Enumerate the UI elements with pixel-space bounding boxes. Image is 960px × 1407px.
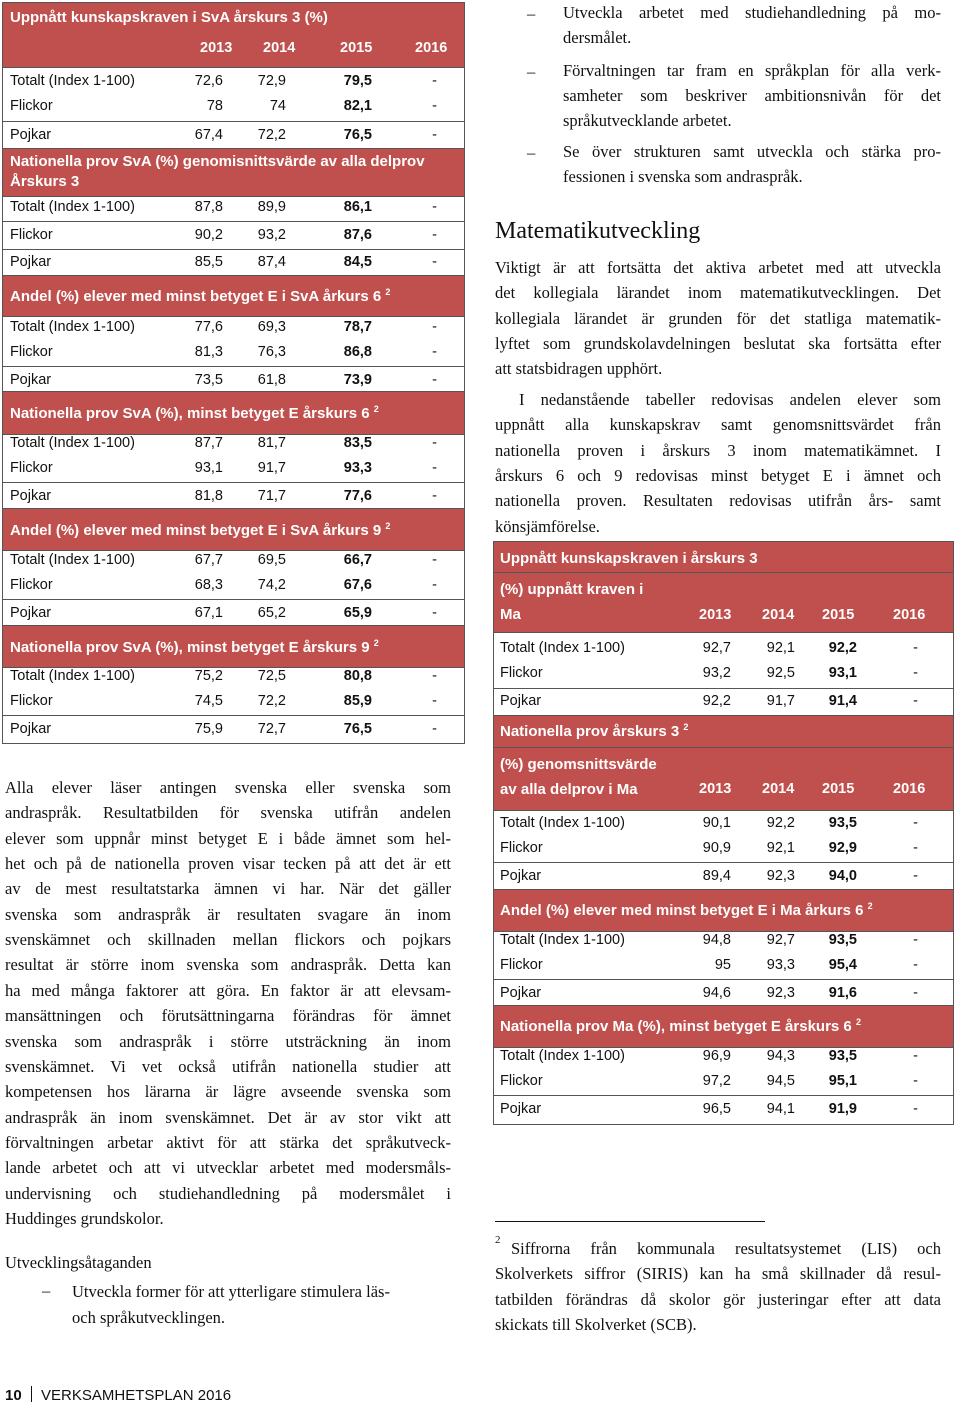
- year-label: 2014: [762, 781, 795, 797]
- cell-value: 81,7: [257, 435, 286, 451]
- paragraph-line: Viktigt är att fortsätta det aktiva arbetet med att utveckla: [495, 258, 941, 277]
- row-label: Pojkar: [500, 868, 542, 884]
- row-label: Pojkar: [10, 372, 52, 388]
- paragraph-line: kompetensen hos lärarna är lägre avseende svenska som: [5, 1082, 451, 1102]
- cell-value: 95,4: [828, 957, 857, 973]
- section-header-text: Nationella prov SvA (%) genomisnittsvärde av alla delprov: [10, 153, 425, 170]
- row-label: Totalt (Index 1-100): [10, 319, 135, 335]
- cell-value: -: [432, 577, 437, 593]
- cell-value: 74,5: [194, 693, 223, 709]
- row-separator: [3, 715, 464, 716]
- cell-value: 69,3: [257, 319, 286, 335]
- cell-value: 73,5: [194, 372, 223, 388]
- row-label: Pojkar: [500, 693, 542, 709]
- cell-value: 93,2: [702, 665, 731, 681]
- section-header-text: (%) genomsnittsvärde: [500, 756, 657, 773]
- cell-value: 85,5: [194, 254, 223, 270]
- section-header: [494, 715, 953, 811]
- cell-value: 91,4: [828, 693, 857, 709]
- matematik-heading: Matematikutveckling: [495, 218, 701, 244]
- year-label: 2015: [340, 40, 373, 56]
- cell-value: 65,2: [257, 605, 286, 621]
- row-label: Flickor: [10, 227, 53, 243]
- row-label: Totalt (Index 1-100): [500, 1048, 625, 1064]
- paragraph-line: det kollegiala lärandet inom matematikutvecklingen. Det: [495, 283, 941, 303]
- cell-value: 79,5: [343, 73, 372, 89]
- cell-value: -: [432, 98, 437, 114]
- bullet-line: dersmålet.: [563, 28, 632, 47]
- cell-value: 71,7: [257, 488, 286, 504]
- row-label: Flickor: [500, 665, 543, 681]
- paragraph-line: svenska som andraspråk är resultaten svagare än inom: [5, 904, 451, 924]
- footnote-marker: 2: [683, 722, 689, 732]
- footnote-marker: 2: [373, 637, 379, 648]
- paragraph-line: andraspråk än inom svenskämnet. Det är av stor vikt att: [5, 1107, 451, 1127]
- cell-value: 92,1: [766, 640, 795, 656]
- bullet-dash: –: [527, 62, 536, 81]
- ma-table-subtitle: (%) uppnått kraven i: [500, 581, 644, 598]
- ma-table-header: [494, 542, 953, 633]
- cell-value: 90,9: [702, 840, 731, 856]
- cell-value: 77,6: [343, 488, 372, 504]
- section-header-text: Nationella prov SvA (%), minst betyget E årskurs 6 $^2$: [10, 404, 379, 422]
- bullet-line: fessionen i svenska som andraspråk.: [563, 167, 803, 186]
- cell-value: 87,8: [194, 199, 223, 215]
- bullet-line: språkutvecklande arbetet.: [563, 111, 732, 130]
- paragraph-line: lande arbetet och att vi utvecklar arbetet med modersmåls-: [5, 1158, 451, 1178]
- header-divider: [494, 572, 953, 573]
- sva-results-table: [2, 2, 465, 744]
- cell-value: 75,2: [194, 668, 223, 684]
- section-header-text: Andel (%) elever med minst betyget E i SvA årkurs 9 $^2$: [10, 520, 391, 539]
- section-header-text: Nationella prov Ma (%), minst betyget E årskurs 6 $^2$: [500, 1017, 861, 1035]
- footnote-line: tatbilden förändras då skolor gör justeringar efter att data: [495, 1289, 941, 1309]
- paragraph-line: undervisning och studiehandledning på modersmålet i: [5, 1183, 451, 1203]
- ma-table-subtitle: Ma: [500, 606, 521, 623]
- row-label: Totalt (Index 1-100): [500, 640, 625, 656]
- row-separator: [3, 121, 464, 122]
- cell-value: -: [913, 985, 918, 1001]
- paragraph-line: nationella proven. Resultaten redovisas utifrån års- samt: [495, 491, 941, 511]
- cell-value: 90,2: [194, 227, 223, 243]
- row-separator: [3, 249, 464, 250]
- row-label: Totalt (Index 1-100): [500, 932, 625, 948]
- cell-value: 92,7: [766, 932, 795, 948]
- commitments-heading: Utvecklingsåtaganden: [5, 1253, 152, 1272]
- cell-value: 73,9: [343, 372, 372, 388]
- row-label: Totalt (Index 1-100): [10, 73, 135, 89]
- header-divider: [494, 747, 953, 748]
- cell-value: 94,6: [702, 985, 731, 1001]
- paragraph-line: resultat är större inom svenska som andraspråk. Detta kan: [5, 955, 451, 975]
- cell-value: -: [432, 254, 437, 270]
- cell-value: 83,5: [343, 435, 372, 451]
- paragraph-line: lyftet som grundskolavdelningen beslutat ska fortsätta efter: [495, 333, 941, 353]
- row-label: Pojkar: [10, 605, 52, 621]
- paragraph-line: nationella proven i årskurs 3 inom matematikämnet. I: [495, 440, 941, 460]
- cell-value: -: [432, 227, 437, 243]
- cell-value: 89,9: [257, 199, 286, 215]
- cell-value: 69,5: [257, 552, 286, 568]
- row-label: Totalt (Index 1-100): [10, 199, 135, 215]
- paragraph-line: I nedanstående tabeller redovisas andelen elever som: [519, 390, 941, 409]
- cell-value: 74,2: [257, 577, 286, 593]
- cell-value: -: [432, 372, 437, 388]
- row-label: Flickor: [10, 98, 53, 114]
- row-label: Flickor: [10, 577, 53, 593]
- cell-value: -: [432, 488, 437, 504]
- cell-value: 72,2: [257, 693, 286, 709]
- section-header: [3, 148, 464, 197]
- commitment-item-line: Utveckla former för att ytterligare stimulera läs-: [72, 1282, 390, 1301]
- cell-value: 92,5: [766, 665, 795, 681]
- footnote-marker: 2: [385, 287, 391, 297]
- row-label: Flickor: [500, 1073, 543, 1089]
- bullet-line: samheter som beskriver ambitionsnivån för det: [563, 86, 941, 105]
- cell-value: 96,9: [702, 1048, 731, 1064]
- cell-value: 93,3: [343, 460, 372, 476]
- row-label: Pojkar: [500, 985, 542, 1001]
- year-label: 2016: [893, 607, 926, 623]
- bullet-line: Se över strukturen samt utveckla och stärka pro-: [563, 142, 941, 161]
- row-separator: [494, 688, 953, 689]
- footnote-line: skickats till Skolverket (SCB).: [495, 1314, 697, 1334]
- footer-divider: [31, 1386, 32, 1402]
- cell-value: 90,1: [702, 815, 731, 831]
- cell-value: 74: [269, 98, 286, 114]
- cell-value: 87,6: [343, 227, 372, 243]
- year-label: 2014: [263, 40, 296, 56]
- row-separator: [3, 599, 464, 600]
- section-header: [494, 889, 953, 932]
- row-label: Flickor: [500, 840, 543, 856]
- paragraph-line: kollegiala lärandet är grunden för det statliga matematik-: [495, 308, 941, 328]
- footnote-marker: 2: [867, 901, 873, 911]
- sva-table-title: Uppnått kunskapskraven i SvA årskurs 3 (%): [10, 9, 328, 26]
- cell-value: 97,2: [702, 1073, 731, 1089]
- bullet-dash: –: [527, 143, 536, 162]
- cell-value: 81,3: [194, 344, 223, 360]
- ma-results-table: [493, 541, 954, 1125]
- cell-value: 93,1: [828, 665, 857, 681]
- row-separator: [494, 979, 953, 980]
- section-header: [3, 391, 464, 435]
- cell-value: 86,8: [343, 344, 372, 360]
- cell-value: 81,8: [194, 488, 223, 504]
- row-label: Flickor: [10, 344, 53, 360]
- cell-value: -: [913, 640, 918, 656]
- cell-value: 92,7: [702, 640, 731, 656]
- cell-value: 72,2: [257, 127, 286, 143]
- cell-value: -: [913, 1101, 918, 1117]
- cell-value: -: [432, 344, 437, 360]
- paragraph-line: av de mest resultatstarka ämnen vi har. När det gäller: [5, 879, 451, 899]
- cell-value: 68,3: [194, 577, 223, 593]
- cell-value: -: [432, 721, 437, 737]
- paragraph-line: könsjämförelse.: [495, 516, 600, 536]
- cell-value: -: [432, 693, 437, 709]
- cell-value: 72,6: [194, 73, 223, 89]
- paragraph-line: Alla elever läser antingen svenska eller svenska som: [5, 778, 451, 797]
- cell-value: 80,8: [343, 668, 372, 684]
- cell-value: 77,6: [194, 319, 223, 335]
- paragraph-line: svenskämnet. Vi vet också utifrån nationella studier att: [5, 1056, 451, 1076]
- cell-value: -: [432, 319, 437, 335]
- sva-table-header: [3, 3, 464, 68]
- cell-value: -: [913, 957, 918, 973]
- cell-value: 72,7: [257, 721, 286, 737]
- cell-value: 92,1: [766, 840, 795, 856]
- section-header-text: Andel (%) elever med minst betyget E i Ma årkurs 6 $^2$: [500, 901, 873, 919]
- cell-value: 86,1: [343, 199, 372, 215]
- cell-value: 92,2: [702, 693, 731, 709]
- cell-value: 91,7: [257, 460, 286, 476]
- cell-value: 72,5: [257, 668, 286, 684]
- cell-value: 91,9: [828, 1101, 857, 1117]
- row-separator: [494, 1095, 953, 1096]
- cell-value: -: [432, 605, 437, 621]
- footnote-marker: 2: [373, 404, 379, 414]
- row-separator: [494, 862, 953, 863]
- cell-value: 76,5: [343, 721, 372, 737]
- year-label: 2013: [699, 781, 732, 797]
- footnote-marker: 2: [495, 1234, 501, 1246]
- year-label: 2014: [762, 607, 795, 623]
- cell-value: 76,3: [257, 344, 286, 360]
- bullet-line: Förvaltningen tar fram en språkplan för alla verk-: [563, 61, 941, 80]
- cell-value: 94,1: [766, 1101, 795, 1117]
- commitment-item-line: och språkutvecklingen.: [72, 1308, 226, 1327]
- cell-value: 92,3: [766, 868, 795, 884]
- cell-value: -: [432, 435, 437, 451]
- cell-value: 93,2: [257, 227, 286, 243]
- cell-value: 66,7: [343, 552, 372, 568]
- row-label: Totalt (Index 1-100): [500, 815, 625, 831]
- row-separator: [3, 221, 464, 222]
- cell-value: -: [913, 815, 918, 831]
- cell-value: 91,7: [766, 693, 795, 709]
- cell-value: 67,6: [343, 577, 372, 593]
- paragraph-line: förvaltningen arbetar aktivt för att stärka det språkutveck-: [5, 1132, 451, 1152]
- row-label: Totalt (Index 1-100): [10, 552, 135, 568]
- cell-value: 87,4: [257, 254, 286, 270]
- cell-value: 93,5: [828, 932, 857, 948]
- cell-value: -: [913, 1073, 918, 1089]
- cell-value: 72,9: [257, 73, 286, 89]
- cell-value: 92,9: [828, 840, 857, 856]
- year-label: 2016: [415, 40, 448, 56]
- cell-value: 94,3: [766, 1048, 795, 1064]
- paragraph-line: ha med många faktorer att göra. En faktor är att elevsam-: [5, 980, 451, 1000]
- row-label: Pojkar: [10, 721, 52, 737]
- paragraph-line: årskurs 6 och 9 redovisas minst betyget E i ämnet och: [495, 465, 941, 485]
- cell-value: 84,5: [343, 254, 372, 270]
- cell-value: -: [432, 73, 437, 89]
- cell-value: 61,8: [257, 372, 286, 388]
- paragraph-line: svenskämnet och skillnaden mellan flickors och pojkars: [5, 930, 451, 950]
- row-separator: [3, 482, 464, 483]
- cell-value: -: [913, 868, 918, 884]
- section-header: [3, 508, 464, 551]
- section-header-text: Nationella prov SvA (%), minst betyget E årskurs 9 $^2$: [10, 637, 379, 656]
- cell-value: -: [913, 1048, 918, 1064]
- cell-value: 92,3: [766, 985, 795, 1001]
- paragraph-line: att statsbidragen upphört.: [495, 359, 663, 379]
- cell-value: 65,9: [343, 605, 372, 621]
- cell-value: 85,9: [343, 693, 372, 709]
- cell-value: 75,9: [194, 721, 223, 737]
- footnote-rule: [495, 1221, 765, 1222]
- footnote-line: Siffrorna från kommunala resultatsystemet (LIS) och: [511, 1239, 941, 1258]
- cell-value: -: [432, 552, 437, 568]
- bullet-line: Utveckla arbetet med studiehandledning på mo-: [563, 3, 941, 22]
- cell-value: -: [432, 199, 437, 215]
- section-header-text: av alla delprov i Ma: [500, 781, 638, 798]
- cell-value: 93,5: [828, 1048, 857, 1064]
- section-header: [3, 625, 464, 668]
- cell-value: 76,5: [343, 127, 372, 143]
- footer-label: VERKSAMHETSPLAN 2016: [41, 1387, 232, 1404]
- footnote-marker: 2: [855, 1017, 861, 1027]
- bullet-dash: –: [42, 1281, 51, 1300]
- row-label: Flickor: [10, 460, 53, 476]
- cell-value: -: [913, 932, 918, 948]
- row-label: Flickor: [10, 693, 53, 709]
- cell-value: 94,5: [766, 1073, 795, 1089]
- cell-value: 94,8: [702, 932, 731, 948]
- cell-value: 89,4: [702, 868, 731, 884]
- cell-value: 93,1: [194, 460, 223, 476]
- footnote-line: Skolverkets siffror (SIRIS) kan ha små skillnader då resul-: [495, 1264, 941, 1284]
- bullet-dash: –: [527, 4, 536, 23]
- cell-value: 67,7: [194, 552, 223, 568]
- cell-value: 92,2: [828, 640, 857, 656]
- cell-value: 67,4: [194, 127, 223, 143]
- cell-value: 67,1: [194, 605, 223, 621]
- cell-value: 78: [206, 98, 223, 114]
- cell-value: 87,7: [194, 435, 223, 451]
- cell-value: -: [913, 665, 918, 681]
- paragraph-line: svenska som andraspråk i större utsträckning än inom: [5, 1031, 451, 1051]
- section-header-text: Årskurs 3: [10, 173, 80, 190]
- cell-value: -: [432, 127, 437, 143]
- cell-value: 95: [714, 957, 731, 973]
- paragraph-line: mansättningen och förutsättningarna förändras för ämnet: [5, 1006, 451, 1026]
- year-label: 2015: [822, 781, 855, 797]
- cell-value: 82,1: [343, 98, 372, 114]
- cell-value: 78,7: [343, 319, 372, 335]
- row-label: Totalt (Index 1-100): [10, 435, 135, 451]
- footnote-marker: 2: [385, 520, 391, 531]
- cell-value: 95,1: [828, 1073, 857, 1089]
- cell-value: 92,2: [766, 815, 795, 831]
- cell-value: -: [913, 840, 918, 856]
- cell-value: 93,3: [766, 957, 795, 973]
- row-label: Pojkar: [10, 254, 52, 270]
- year-label: 2013: [699, 607, 732, 623]
- section-header-text: Nationella prov årskurs 3 $^2$: [500, 722, 689, 740]
- section-header: [494, 1005, 953, 1048]
- page-footer: [5, 1386, 231, 1404]
- cell-value: 96,5: [702, 1101, 731, 1117]
- page-number: 10: [5, 1387, 22, 1404]
- cell-value: -: [432, 460, 437, 476]
- cell-value: -: [432, 668, 437, 684]
- row-label: Flickor: [500, 957, 543, 973]
- paragraph-line: Huddinges grundskolor.: [5, 1208, 164, 1228]
- year-label: 2013: [200, 40, 233, 56]
- row-separator: [3, 366, 464, 367]
- section-header: [3, 275, 464, 317]
- paragraph-line: andraspråk. Resultatbilden för svenska utifrån andelen: [5, 803, 451, 823]
- paragraph-line: elever som uppnår minst betyget E i både ämnet som hel-: [5, 828, 451, 848]
- row-label: Totalt (Index 1-100): [10, 668, 135, 684]
- paragraph-line: het och på de nationella proven visar tecken på att det är ett: [5, 854, 451, 874]
- cell-value: 93,5: [828, 815, 857, 831]
- row-label: Pojkar: [10, 488, 52, 504]
- year-label: 2015: [822, 607, 855, 623]
- cell-value: -: [913, 693, 918, 709]
- cell-value: 94,0: [828, 868, 857, 884]
- section-header-text: Andel (%) elever med minst betyget E i SvA årkurs 6 $^2$: [10, 287, 391, 305]
- paragraph-line: uppnått alla kunskapskrav samt genomsnittsvärdet från: [495, 415, 941, 435]
- ma-table-title: Uppnått kunskapskraven i årskurs 3: [500, 550, 758, 567]
- row-label: Pojkar: [10, 127, 52, 143]
- cell-value: 91,6: [828, 985, 857, 1001]
- year-label: 2016: [893, 781, 926, 797]
- row-label: Pojkar: [500, 1101, 542, 1117]
